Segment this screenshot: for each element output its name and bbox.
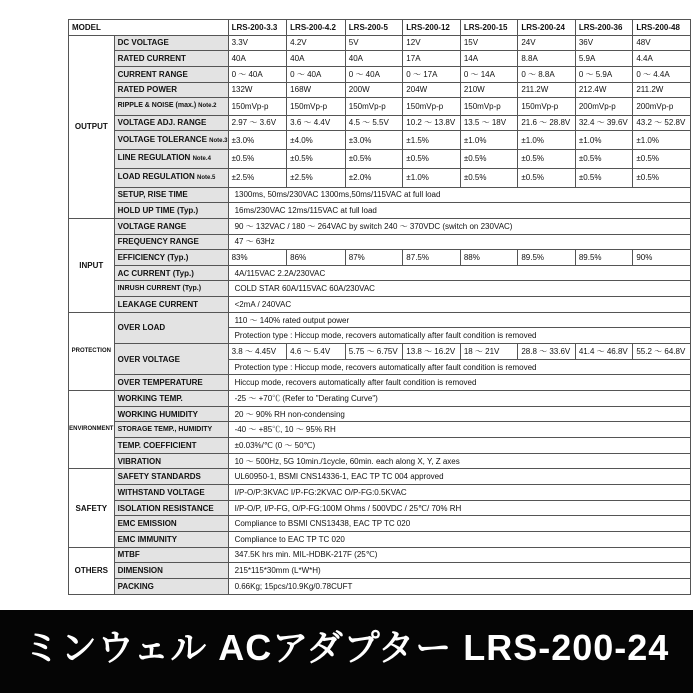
spec-value: 5.75 ～ 6.75V xyxy=(345,344,403,360)
spec-row xyxy=(69,344,691,360)
spec-label-text: LEAKAGE CURRENT xyxy=(117,299,199,309)
spec-value: ±0.5% xyxy=(518,168,576,187)
spec-value: ±0.5% xyxy=(287,149,346,168)
spec-span-value: -25 ～ +70℃ (Refer to "Derating Curve") xyxy=(228,391,690,407)
spec-row xyxy=(69,82,691,98)
spec-row xyxy=(69,281,691,297)
spec-label-text: RATED CURRENT xyxy=(117,54,186,64)
spec-label-text: HOLD UP TIME (Typ.) xyxy=(117,206,199,216)
spec-row xyxy=(69,51,691,67)
spec-value: ±3.0% xyxy=(228,131,287,150)
spec-note: Note.4 xyxy=(192,156,211,163)
spec-value: ±0.5% xyxy=(345,149,403,168)
spec-row xyxy=(69,312,691,328)
spec-span-value: 347.5K hrs min. MIL-HDBK-217F (25℃) xyxy=(228,547,690,563)
spec-row xyxy=(69,250,691,266)
section-label: ENVIRONMENT xyxy=(69,391,115,469)
spec-value: ±0.5% xyxy=(633,149,691,168)
spec-value: 83% xyxy=(228,250,287,266)
spec-label xyxy=(114,531,228,547)
spec-span-value: UL60950-1, BSMI CNS14336-1, EAC TP TC 004 approved xyxy=(228,469,690,485)
footer-banner xyxy=(0,610,693,693)
spec-value: 89.5% xyxy=(575,250,633,266)
spec-span-value: <2mA / 240VAC xyxy=(228,297,690,313)
spec-label xyxy=(114,578,228,594)
spec-value: ±2.5% xyxy=(287,168,346,187)
spec-span-value: 215*115*30mm (L*W*H) xyxy=(228,563,690,579)
spec-value: ±1.0% xyxy=(575,131,633,150)
spec-label-text: DIMENSION xyxy=(117,566,163,576)
spec-value: 204W xyxy=(403,82,461,98)
spec-label xyxy=(114,312,228,343)
spec-label-text: WITHSTAND VOLTAGE xyxy=(117,487,205,497)
spec-label xyxy=(114,149,228,168)
spec-value: 4.6 ～ 5.4V xyxy=(287,344,346,360)
spec-value: 43.2 ～ 52.8V xyxy=(633,115,691,131)
spec-row xyxy=(69,131,691,150)
spec-value: 15V xyxy=(460,35,518,51)
spec-span-value: Protection type : Hiccup mode, recovers automatically after fault condition is removed xyxy=(228,359,690,375)
spec-value: ±0.5% xyxy=(575,149,633,168)
spec-label xyxy=(114,51,228,67)
spec-span-value: -40 ～ +85℃, 10 ～ 95% RH xyxy=(228,422,690,438)
spec-value: 36V xyxy=(575,35,633,51)
spec-row xyxy=(69,35,691,51)
spec-value: 0 ～ 4.4A xyxy=(633,66,691,82)
spec-value: 4.2V xyxy=(287,35,346,51)
spec-label xyxy=(114,265,228,281)
model-name: LRS-200-48 xyxy=(633,20,691,36)
spec-value: 200mVp-p xyxy=(633,98,691,115)
spec-label-text: EFFICIENCY (Typ.) xyxy=(117,253,189,262)
spec-label xyxy=(114,82,228,98)
spec-label xyxy=(114,98,228,115)
spec-value: 40A xyxy=(228,51,287,67)
spec-label-text: PACKING xyxy=(117,581,154,591)
section-label: INPUT xyxy=(69,218,115,312)
spec-label xyxy=(114,516,228,532)
section-label: OUTPUT xyxy=(69,35,115,218)
spec-label-text: RIPPLE & NOISE (max.) xyxy=(117,102,197,110)
spec-label xyxy=(114,281,228,297)
spec-value: ±1.5% xyxy=(403,131,461,150)
model-name: LRS-200-5 xyxy=(345,20,403,36)
spec-value: ±2.5% xyxy=(228,168,287,187)
spec-label xyxy=(114,218,228,234)
spec-row xyxy=(69,265,691,281)
section-label: SAFETY xyxy=(69,469,115,547)
model-name: LRS-200-36 xyxy=(575,20,633,36)
spec-value: ±2.0% xyxy=(345,168,403,187)
spec-row xyxy=(69,168,691,187)
spec-value: 10.2 ～ 13.8V xyxy=(403,115,461,131)
spec-label xyxy=(114,547,228,563)
spec-value: 48V xyxy=(633,35,691,51)
spec-value: 13.5 ～ 18V xyxy=(460,115,518,131)
spec-value: 28.8 ～ 33.6V xyxy=(518,344,576,360)
spec-span-value: 47 ～ 63Hz xyxy=(228,234,690,250)
spec-value: 13.8 ～ 16.2V xyxy=(403,344,461,360)
spec-value: ±1.0% xyxy=(518,131,576,150)
spec-row xyxy=(69,203,691,219)
spec-value: 5.9A xyxy=(575,51,633,67)
spec-row xyxy=(69,516,691,532)
spec-label-text: VOLTAGE ADJ. RANGE xyxy=(117,118,207,128)
spec-label-text: CURRENT RANGE xyxy=(117,69,188,79)
spec-value: 8.8A xyxy=(518,51,576,67)
spec-value: 4.4A xyxy=(633,51,691,67)
spec-value: 88% xyxy=(460,250,518,266)
spec-value: 0 ～ 5.9A xyxy=(575,66,633,82)
spec-value: 86% xyxy=(287,250,346,266)
spec-span-value: Protection type : Hiccup mode, recovers automatically after fault condition is removed xyxy=(228,328,690,344)
spec-row xyxy=(69,218,691,234)
spec-span-value: 16ms/230VAC 12ms/115VAC at full load xyxy=(228,203,690,219)
spec-value: 3.3V xyxy=(228,35,287,51)
spec-label-text: VOLTAGE RANGE xyxy=(117,221,187,231)
spec-row xyxy=(69,391,691,407)
spec-value: ±0.5% xyxy=(460,149,518,168)
spec-value: 150mVp-p xyxy=(403,98,461,115)
spec-label-text: ISOLATION RESISTANCE xyxy=(117,503,214,513)
spec-label-text: INRUSH CURRENT (Typ.) xyxy=(117,285,202,293)
spec-value: 4.5 ～ 5.5V xyxy=(345,115,403,131)
model-name: LRS-200-15 xyxy=(460,20,518,36)
spec-label xyxy=(114,406,228,422)
spec-span-value: 20 ～ 90% RH non-condensing xyxy=(228,406,690,422)
spec-label xyxy=(114,344,228,375)
spec-label xyxy=(114,422,228,438)
spec-value: 132W xyxy=(228,82,287,98)
spec-value: ±0.5% xyxy=(633,168,691,187)
spec-value: 150mVp-p xyxy=(518,98,576,115)
spec-row xyxy=(69,438,691,454)
spec-span-value: 1300ms, 50ms/230VAC 1300ms,50ms/115VAC at full load xyxy=(228,187,690,203)
spec-value: 3.6 ～ 4.4V xyxy=(287,115,346,131)
product-title: ミンウェル ACアダプター LRS-200-24 xyxy=(23,627,670,668)
spec-label xyxy=(114,66,228,82)
spec-value: 211.2W xyxy=(518,82,576,98)
spec-value: 0 ～ 40A xyxy=(228,66,287,82)
spec-label-text: EMC EMISSION xyxy=(117,519,177,529)
spec-span-value: Compliance to EAC TP TC 020 xyxy=(228,531,690,547)
spec-label xyxy=(114,297,228,313)
spec-row xyxy=(69,547,691,563)
spec-span-value: I/P-O/P, I/P-FG, O/P-FG:100M Ohms / 500VDC / 25℃/ 70% RH xyxy=(228,500,690,516)
spec-value: 150mVp-p xyxy=(228,98,287,115)
spec-row xyxy=(69,578,691,594)
spec-label-text: EMC IMMUNITY xyxy=(117,534,178,544)
spec-row xyxy=(69,375,691,391)
spec-value: 17A xyxy=(403,51,461,67)
spec-row xyxy=(69,149,691,168)
spec-value: 40A xyxy=(287,51,346,67)
spec-row xyxy=(69,406,691,422)
spec-note: Note.5 xyxy=(197,175,216,182)
spec-span-value: 90 ～ 132VAC / 180 ～ 264VAC by switch 240 ～ 370VDC (switch on 230VAC) xyxy=(228,218,690,234)
spec-value: 40A xyxy=(345,51,403,67)
spec-value: 211.2W xyxy=(633,82,691,98)
spec-value: 200W xyxy=(345,82,403,98)
spec-label xyxy=(114,391,228,407)
spec-label xyxy=(114,469,228,485)
spec-value: 0 ～ 17A xyxy=(403,66,461,82)
spec-value: 3.8 ～ 4.45V xyxy=(228,344,287,360)
spec-label-text: OVER VOLTAGE xyxy=(117,354,180,364)
spec-value: 12V xyxy=(403,35,461,51)
spec-value: 87.5% xyxy=(403,250,461,266)
spec-value: ±1.0% xyxy=(633,131,691,150)
spec-label-text: SAFETY STANDARDS xyxy=(117,472,201,482)
spec-label xyxy=(114,203,228,219)
model-name: LRS-200-4.2 xyxy=(287,20,346,36)
spec-label-text: AC CURRENT (Typ.) xyxy=(117,268,194,278)
spec-value: 150mVp-p xyxy=(287,98,346,115)
spec-value: 21.6 ～ 28.8V xyxy=(518,115,576,131)
spec-value: ±0.5% xyxy=(403,149,461,168)
model-header-row xyxy=(69,20,691,36)
spec-label xyxy=(114,563,228,579)
section-label: PROTECTION xyxy=(69,312,115,390)
spec-row xyxy=(69,469,691,485)
spec-value: ±1.0% xyxy=(460,131,518,150)
spec-value: 210W xyxy=(460,82,518,98)
model-name: LRS-200-12 xyxy=(403,20,461,36)
spec-row xyxy=(69,187,691,203)
spec-row xyxy=(69,297,691,313)
spec-note: Note.2 xyxy=(198,103,217,110)
spec-label xyxy=(114,453,228,469)
spec-row xyxy=(69,422,691,438)
spec-span-value: Hiccup mode, recovers automatically after fault condition is removed xyxy=(228,375,690,391)
spec-row xyxy=(69,453,691,469)
spec-label-text: VOLTAGE TOLERANCE xyxy=(117,134,207,144)
spec-table-body xyxy=(69,20,691,595)
spec-value: ±0.5% xyxy=(518,149,576,168)
spec-label-text: VIBRATION xyxy=(117,456,161,466)
spec-value: ±0.5% xyxy=(228,149,287,168)
section-label: OTHERS xyxy=(69,547,115,594)
spec-row xyxy=(69,234,691,250)
spec-value: ±0.5% xyxy=(460,168,518,187)
spec-value: 200mVp-p xyxy=(575,98,633,115)
spec-value: 89.5% xyxy=(518,250,576,266)
spec-row xyxy=(69,115,691,131)
spec-value: ±0.5% xyxy=(575,168,633,187)
spec-value: 90% xyxy=(633,250,691,266)
spec-value: 0 ～ 8.8A xyxy=(518,66,576,82)
spec-value: 87% xyxy=(345,250,403,266)
spec-label-text: MTBF xyxy=(117,550,140,560)
spec-span-value: Compliance to BSMI CNS13438, EAC TP TC 020 xyxy=(228,516,690,532)
spec-value: 0 ～ 14A xyxy=(460,66,518,82)
spec-label xyxy=(114,485,228,501)
spec-label-text: LOAD REGULATION xyxy=(117,172,195,182)
spec-label-text: STORAGE TEMP., HUMIDITY xyxy=(117,426,213,434)
spec-row xyxy=(69,98,691,115)
spec-value: 41.4 ～ 46.8V xyxy=(575,344,633,360)
spec-row xyxy=(69,500,691,516)
spec-label xyxy=(114,187,228,203)
spec-label xyxy=(114,375,228,391)
spec-value: 2.97 ～ 3.6V xyxy=(228,115,287,131)
spec-span-value: I/P-O/P:3KVAC I/P-FG:2KVAC O/P-FG:0.5KVAC xyxy=(228,485,690,501)
spec-value: 150mVp-p xyxy=(345,98,403,115)
spec-row xyxy=(69,485,691,501)
spec-span-value: 110 ～ 140% rated output power xyxy=(228,312,690,328)
spec-row xyxy=(69,531,691,547)
spec-value: ±4.0% xyxy=(287,131,346,150)
spec-label-text: DC VOLTAGE xyxy=(117,38,169,48)
spec-value: 0 ～ 40A xyxy=(345,66,403,82)
spec-label-text: WORKING HUMIDITY xyxy=(117,409,199,419)
spec-value: 24V xyxy=(518,35,576,51)
spec-value: 0 ～ 40A xyxy=(287,66,346,82)
spec-label xyxy=(114,131,228,150)
spec-label-text: FREQUENCY RANGE xyxy=(117,237,199,247)
spec-label-text: OVER TEMPERATURE xyxy=(117,378,203,388)
spec-value: ±3.0% xyxy=(345,131,403,150)
spec-span-value: 10 ～ 500Hz, 5G 10min./1cycle, 60min. each along X, Y, Z axes xyxy=(228,453,690,469)
spec-value: 150mVp-p xyxy=(460,98,518,115)
spec-label xyxy=(114,500,228,516)
spec-value: 5V xyxy=(345,35,403,51)
spec-label xyxy=(114,115,228,131)
spec-label xyxy=(114,234,228,250)
spec-span-value: 4A/115VAC 2.2A/230VAC xyxy=(228,265,690,281)
spec-row xyxy=(69,66,691,82)
spec-label xyxy=(114,35,228,51)
model-header-label: MODEL xyxy=(69,20,229,36)
spec-value: 55.2 ～ 64.8V xyxy=(633,344,691,360)
spec-row xyxy=(69,563,691,579)
spec-label xyxy=(114,168,228,187)
spec-value: 32.4 ～ 39.6V xyxy=(575,115,633,131)
spec-label-text: SETUP, RISE TIME xyxy=(117,190,188,200)
spec-label xyxy=(114,438,228,454)
spec-label-text: LINE REGULATION xyxy=(117,153,191,163)
spec-label xyxy=(114,250,228,266)
spec-note: Note.3 xyxy=(209,137,228,144)
spec-label-text: WORKING TEMP. xyxy=(117,393,183,403)
spec-value: 18 ～ 21V xyxy=(460,344,518,360)
spec-value: 168W xyxy=(287,82,346,98)
spec-label-text: TEMP. COEFFICIENT xyxy=(117,440,197,450)
spec-span-value: 0.66Kg; 15pcs/10.9Kg/0.78CUFT xyxy=(228,578,690,594)
spec-value: 212.4W xyxy=(575,82,633,98)
spec-label-text: OVER LOAD xyxy=(117,323,166,333)
spec-value: 14A xyxy=(460,51,518,67)
spec-span-value: ±0.03%/℃ (0 ～ 50℃) xyxy=(228,438,690,454)
spec-value: ±1.0% xyxy=(403,168,461,187)
spec-label-text: RATED POWER xyxy=(117,85,177,95)
spec-span-value: COLD STAR 60A/115VAC 60A/230VAC xyxy=(228,281,690,297)
model-name: LRS-200-24 xyxy=(518,20,576,36)
spec-table xyxy=(68,19,691,595)
model-name: LRS-200-3.3 xyxy=(228,20,287,36)
